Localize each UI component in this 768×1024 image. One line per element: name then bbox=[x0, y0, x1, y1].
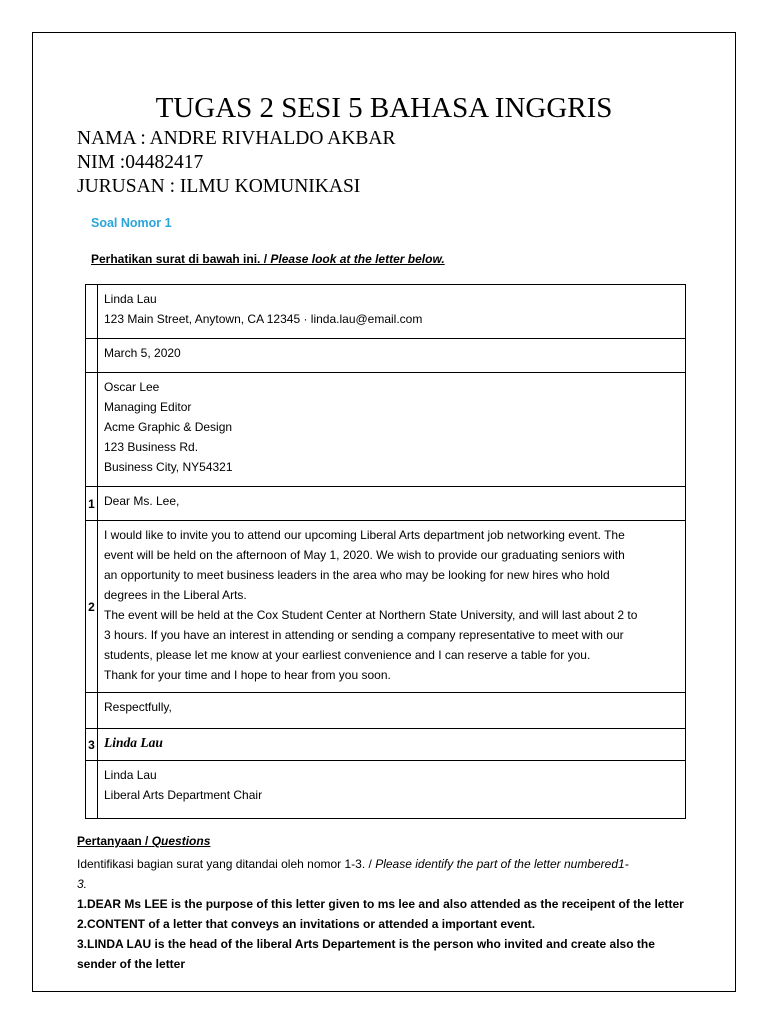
answers-block bbox=[77, 894, 697, 974]
signer-cell bbox=[98, 761, 686, 819]
table-row bbox=[86, 761, 686, 819]
row-number-cell bbox=[86, 373, 98, 487]
row-number-cell bbox=[86, 339, 98, 373]
body-cell bbox=[98, 521, 686, 693]
signature-cell bbox=[98, 729, 686, 761]
answer-line: 3.LINDA LAU is the head of the liberal Arts Departement is the person who invited and create also the bbox=[77, 937, 655, 951]
salutation: Dear Ms. Lee, bbox=[104, 494, 180, 508]
student-major: JURUSAN : ILMU KOMUNIKASI bbox=[77, 176, 361, 197]
table-row bbox=[86, 285, 686, 339]
closing: Respectfully, bbox=[104, 700, 172, 714]
body-line: students, please let me know at your earliest convenience and I can reserve a table for you. bbox=[104, 648, 591, 662]
recipient-company: Acme Graphic & Design bbox=[104, 420, 233, 434]
table-row bbox=[86, 339, 686, 373]
question-number-heading: Soal Nomor 1 bbox=[91, 216, 172, 230]
table-row bbox=[86, 373, 686, 487]
row-number-cell bbox=[86, 761, 98, 819]
instruction-en: Please look at the letter below. bbox=[270, 252, 445, 266]
recipient-city: Business City, NY54321 bbox=[104, 460, 233, 474]
table-row bbox=[86, 693, 686, 729]
question-text-en: Please identify the part of the letter numbered1- bbox=[375, 857, 629, 871]
table-row bbox=[86, 521, 686, 693]
question-text-id: Identifikasi bagian surat yang ditandai oleh nomor 1-3. / bbox=[77, 857, 372, 871]
row-number-cell bbox=[86, 693, 98, 729]
sender-cell bbox=[98, 285, 686, 339]
answer-line: 2.CONTENT of a letter that conveys an invitations or attended a important event. bbox=[77, 917, 536, 931]
row-number-2: 2 bbox=[86, 521, 98, 693]
date-cell bbox=[98, 339, 686, 373]
question-text bbox=[77, 854, 697, 894]
letter-date: March 5, 2020 bbox=[104, 346, 181, 360]
body-line: Thank for your time and I hope to hear from you soon. bbox=[104, 668, 391, 682]
closing-cell bbox=[98, 693, 686, 729]
answer-line: sender of the letter bbox=[77, 957, 186, 971]
body-line: The event will be held at the Cox Student Center at Northern State University, and will last about 2 to bbox=[104, 608, 638, 622]
body-line: event will be held on the afternoon of May 1, 2020. We wish to provide our graduating seniors with bbox=[104, 548, 625, 562]
answer-line: 1.DEAR Ms LEE is the purpose of this letter given to ms lee and also attended as the receipent of the letter bbox=[77, 897, 684, 911]
sender-name: Linda Lau bbox=[104, 292, 157, 306]
recipient-title: Managing Editor bbox=[104, 400, 192, 414]
instruction-id: Perhatikan surat di bawah ini. / bbox=[91, 252, 268, 266]
sender-address: 123 Main Street, Anytown, CA 12345 · linda.lau@email.com bbox=[104, 312, 423, 326]
body-line: degrees in the Liberal Arts. bbox=[104, 588, 247, 602]
document-title: TUGAS 2 SESI 5 BAHASA INGGRIS bbox=[155, 92, 613, 124]
row-number-cell bbox=[86, 285, 98, 339]
signature: Linda Lau bbox=[104, 735, 163, 750]
salutation-cell bbox=[98, 487, 686, 521]
letter-table bbox=[85, 284, 686, 819]
table-row bbox=[86, 729, 686, 761]
row-number-1: 1 bbox=[86, 487, 98, 521]
question-text-en-cont: 3. bbox=[77, 877, 88, 891]
signer-name: Linda Lau bbox=[104, 768, 157, 782]
recipient-cell bbox=[98, 373, 686, 487]
body-line: 3 hours. If you have an interest in attending or sending a company representative to meet with our bbox=[104, 628, 624, 642]
recipient-name: Oscar Lee bbox=[104, 380, 160, 394]
instruction-line bbox=[91, 252, 445, 266]
body-line: I would like to invite you to attend our upcoming Liberal Arts department job networking event. The bbox=[104, 528, 625, 542]
student-nim: NIM :04482417 bbox=[77, 152, 204, 173]
questions-heading-en: Questions bbox=[151, 834, 211, 848]
questions-heading-id: Pertanyaan / bbox=[77, 834, 149, 848]
recipient-street: 123 Business Rd. bbox=[104, 440, 199, 454]
body-line: an opportunity to meet business leaders in the area who may be looking for new hires who hold bbox=[104, 568, 610, 582]
signer-title: Liberal Arts Department Chair bbox=[104, 788, 263, 802]
table-row bbox=[86, 487, 686, 521]
row-number-3: 3 bbox=[86, 729, 98, 761]
questions-heading bbox=[77, 834, 210, 848]
student-name: NAMA : ANDRE RIVHALDO AKBAR bbox=[77, 128, 396, 149]
